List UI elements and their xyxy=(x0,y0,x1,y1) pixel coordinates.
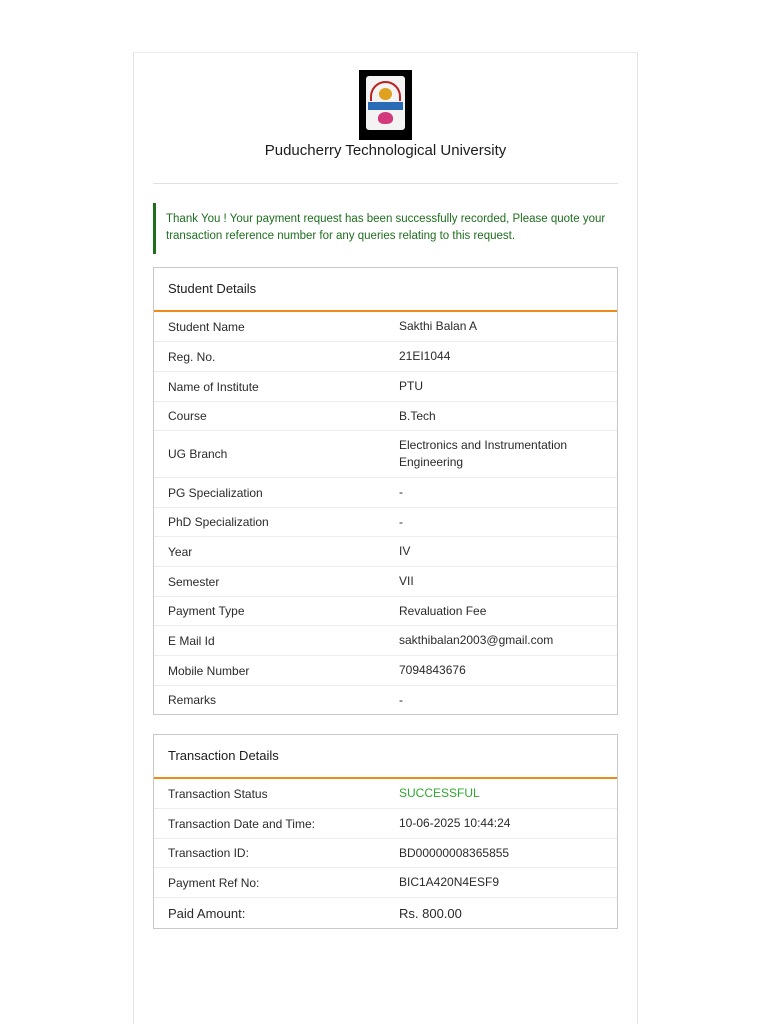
university-title: Puducherry Technological University xyxy=(264,142,507,159)
row-label: Course xyxy=(168,409,207,423)
status-badge: SUCCESSFUL xyxy=(399,786,480,800)
row-label: Semester xyxy=(168,574,220,589)
table-row xyxy=(154,402,617,431)
row-label: PG Specialization xyxy=(168,485,263,500)
table-row xyxy=(154,431,617,478)
row-value: Electronics and Instrumentation Engineering xyxy=(399,438,568,469)
row-value: 21EI1044 xyxy=(399,349,451,363)
table-row xyxy=(154,537,617,567)
row-value: VII xyxy=(399,574,414,588)
crest-emblem xyxy=(366,76,405,130)
receipt-page xyxy=(133,52,638,1024)
table-row xyxy=(154,809,617,839)
student-details-card xyxy=(153,267,618,715)
table-row xyxy=(154,597,617,626)
table-row xyxy=(154,478,617,508)
table-row xyxy=(154,686,617,714)
row-label: Reg. No. xyxy=(168,349,216,364)
table-row xyxy=(154,508,617,537)
table-row xyxy=(154,342,617,372)
success-notice xyxy=(153,203,618,254)
university-logo xyxy=(359,70,412,140)
row-label: Student Name xyxy=(168,319,245,334)
table-row xyxy=(154,372,617,402)
transaction-details-title: Transaction Details xyxy=(154,735,617,779)
header-divider xyxy=(153,183,618,184)
row-value: BD00000008365855 xyxy=(399,845,510,860)
row-label: Payment Ref No: xyxy=(168,875,260,890)
row-value: Revaluation Fee xyxy=(399,603,487,618)
table-row xyxy=(154,868,617,898)
transaction-details-card xyxy=(153,734,618,929)
row-value: 10-06-2025 10:44:24 xyxy=(399,816,511,830)
notice-message: Your payment request has been successfully recorded, Please quote your transaction reference number for any queries relating to this request. xyxy=(166,213,606,242)
row-value: IV xyxy=(399,544,411,558)
row-value: - xyxy=(399,514,403,529)
row-value: Sakthi Balan A xyxy=(399,319,478,333)
student-details-title: Student Details xyxy=(154,268,617,312)
table-row xyxy=(154,779,617,809)
row-value: BIC1A420N4ESF9 xyxy=(399,875,500,889)
row-value: 7094843676 xyxy=(399,663,466,677)
row-label: UG Branch xyxy=(168,447,228,461)
email-value: sakthibalan2003@gmail.com xyxy=(399,633,554,647)
row-value: - xyxy=(399,485,403,499)
table-row xyxy=(154,567,617,597)
row-label: Transaction Status xyxy=(168,786,268,801)
table-row xyxy=(154,898,617,928)
row-label: Transaction ID: xyxy=(168,846,249,860)
notice-thanks: Thank You ! xyxy=(166,213,227,225)
table-row xyxy=(154,839,617,868)
row-label: Transaction Date and Time: xyxy=(168,816,315,831)
row-label: Name of Institute xyxy=(168,379,259,394)
table-row xyxy=(154,312,617,342)
row-label: Mobile Number xyxy=(168,663,250,678)
row-label: Payment Type xyxy=(168,604,245,618)
row-value: B.Tech xyxy=(399,408,436,423)
row-label: Remarks xyxy=(168,693,217,707)
table-row xyxy=(154,626,617,656)
paid-amount-value: Rs. 800.00 xyxy=(399,905,462,921)
row-label: PhD Specialization xyxy=(168,515,269,529)
row-value: - xyxy=(399,692,403,707)
row-label: Year xyxy=(168,544,193,559)
row-label: E Mail Id xyxy=(168,633,215,648)
row-value: PTU xyxy=(399,379,423,393)
table-row xyxy=(154,656,617,686)
row-label: Paid Amount: xyxy=(168,905,246,921)
